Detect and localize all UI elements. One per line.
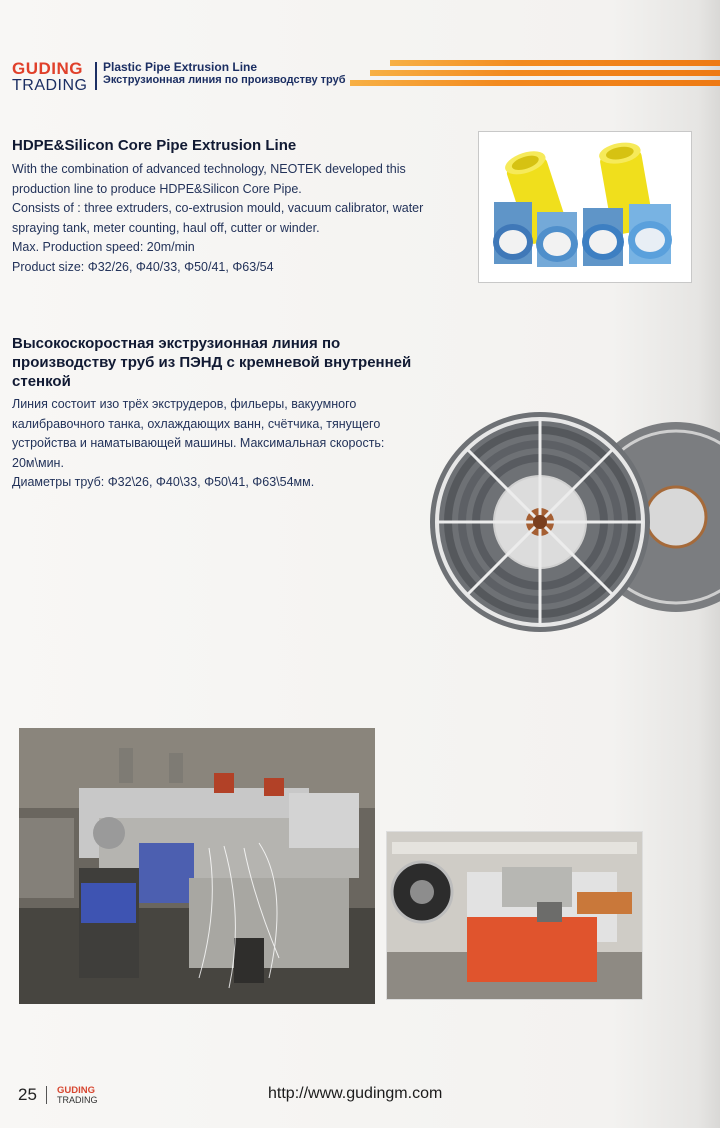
logo-top-text: GUDING	[12, 59, 83, 78]
pipe-coils-image	[428, 405, 720, 640]
header-title-ru: Экструзионная линия по производству труб	[103, 74, 346, 86]
header-title-en: Plastic Pipe Extrusion Line	[103, 60, 258, 74]
body-line-en: With the combination of advanced technology, NEOTEK developed this	[12, 162, 406, 176]
website-link[interactable]: http://www.gudingm.com	[268, 1085, 443, 1102]
guding-logo	[12, 60, 88, 94]
footer-logo-top: GUDING	[57, 1085, 95, 1096]
section-heading-en: HDPE&Silicon Core Pipe Extrusion Line	[12, 137, 297, 154]
footer-logo	[57, 1086, 98, 1105]
body-line-ru: 20м\мин.	[12, 455, 64, 470]
body-line-en: Consists of : three extruders, co-extrusion mould, vacuum calibrator, water	[12, 201, 424, 215]
body-line-ru: калибравочного танка, охлаждающих ванн, счётчика, тянущего	[12, 416, 381, 431]
body-line-en: Max. Production speed: 20m/min	[12, 240, 195, 254]
page-number: 25	[18, 1085, 37, 1104]
pipe-samples-image	[478, 131, 692, 283]
body-line-en: Product size: Φ32/26, Φ40/33, Φ50/41, Φ63/54	[12, 259, 274, 274]
body-line-ru: Линия состоит изо трёх экструдеров, фильеры, вакуумного	[12, 397, 357, 411]
winder-machine-photo	[386, 831, 643, 1000]
body-line-ru: устройства и наматывающей машины. Максимальная скорость:	[12, 436, 385, 450]
body-line-en: production line to produce HDPE&Silicon Core Pipe.	[12, 181, 302, 196]
section-body-en	[12, 160, 452, 277]
footer-logo-bottom: TRADING	[57, 1094, 98, 1105]
header-stripes	[350, 58, 720, 92]
body-line-ru: Диаметры труб: Φ32\26, Φ40\33, Φ50\41, Φ63\54мм.	[12, 475, 315, 489]
section-heading-ru: Высокоскоростная экструзионная линия по производству труб из ПЭНД с кремневой внутренней стенкой	[12, 335, 412, 390]
extruder-machine-photo	[19, 728, 375, 1004]
section-body-ru	[12, 395, 422, 493]
body-line-en: spraying tank, meter counting, haul off, cutter or winder.	[12, 220, 320, 235]
footer-divider	[46, 1086, 47, 1104]
logo-bottom-text: TRADING	[12, 77, 88, 94]
header-divider	[95, 62, 97, 90]
